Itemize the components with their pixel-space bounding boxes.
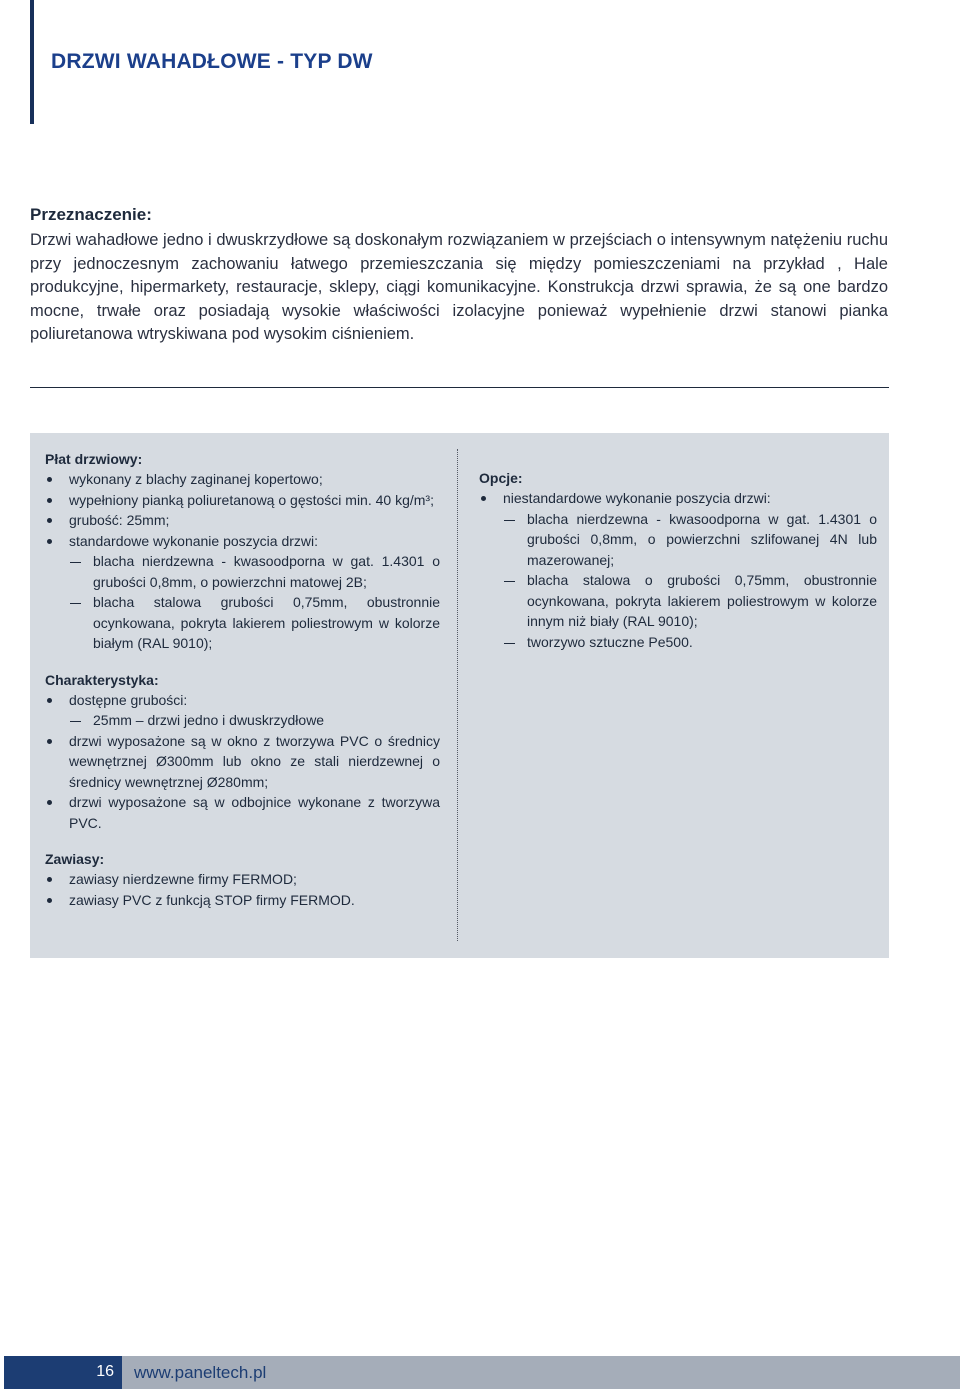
page-number-box: [4, 1356, 122, 1389]
list-item: grubość: 25mm;: [45, 510, 440, 531]
intro-paragraph: Drzwi wahadłowe jedno i dwuskrzydłowe są doskonałym rozwiązaniem w przejściach o intensywnym natężeniu ruchu przy jednoczesnym zachowaniu łatwego przemieszczania się między pomieszczeniami na przykład , Hale produkcyjne, hipermarkety, restauracje, sklepy, ciągi komunikacyjne. Konstrukcja drzwi sprawia, że są one bardzo mocne, trwałe oraz posiadają wysokie właściwości izolacyjne ponieważ wypełnienie drzwi stanowi pianka poliuretanowa wtryskiwana pod wysokim ciśnieniem.: [30, 231, 888, 343]
charakterystyka-list: [45, 690, 440, 834]
zawiasy-list: [45, 869, 440, 910]
zawiasy-heading: Zawiasy:: [45, 851, 105, 867]
sub-list-item: blacha nierdzewna - kwasoodporna w gat. 1.4301 o grubości 0,8mm, o powierzchni matowej 2B;: [45, 551, 440, 592]
list-item: standardowe wykonanie poszycia drzwi:: [45, 531, 440, 552]
column-divider: [457, 449, 458, 941]
opcje-section: [479, 470, 877, 652]
charakterystyka-heading: Charakterystyka:: [45, 671, 159, 688]
opcje-list: [479, 488, 877, 652]
intro-heading: Przeznaczenie:: [30, 205, 152, 224]
sub-list-item: blacha stalowa grubości 0,75mm, obustronnie ocynkowana, pokryta lakierem poliestrowym w kolorze białym (RAL 9010);: [45, 592, 440, 654]
spec-right-column: [479, 470, 877, 670]
sub-list-item: blacha nierdzewna - kwasoodporna w gat. 1.4301 o grubości 0,8mm, o powierzchni szlifowanej 4N lub mazerowanej;: [479, 509, 877, 571]
list-item: wypełniony pianką poliuretanową o gęstości min. 40 kg/m³;: [45, 490, 440, 511]
page-footer: [4, 1356, 960, 1389]
spec-panel: [30, 433, 889, 958]
plat-section: [45, 451, 440, 654]
intro-section: [30, 205, 888, 347]
opcje-heading: Opcje:: [479, 470, 523, 486]
list-item: dostępne grubości:: [45, 690, 440, 711]
list-item: drzwi wyposażone są w okno z tworzywa PVC o średnicy wewnętrznej Ø300mm lub okno ze stali nierdzewnej o średnicy wewnętrznej Ø280mm;: [45, 731, 440, 793]
zawiasy-section: [45, 851, 440, 910]
list-item: wykonany z blachy zaginanej kopertowo;: [45, 469, 440, 490]
list-item: drzwi wyposażone są w odbojnice wykonane z tworzywa PVC.: [45, 792, 440, 833]
spec-left-column: [45, 451, 440, 928]
page-number: 16: [96, 1363, 114, 1380]
list-item: zawiasy PVC z funkcją STOP firmy FERMOD.: [45, 890, 440, 911]
horizontal-rule: [30, 387, 889, 388]
sub-list-item: 25mm – drzwi jedno i dwuskrzydłowe: [45, 710, 440, 731]
plat-list: [45, 469, 440, 654]
sub-list-item: tworzywo sztuczne Pe500.: [479, 632, 877, 653]
title-accent-bar: [30, 0, 34, 124]
plat-heading: Płat drzwiowy:: [45, 451, 143, 467]
website-link[interactable]: www.paneltech.pl: [134, 1363, 267, 1382]
page-title: DRZWI WAHADŁOWE - TYP DW: [51, 50, 373, 73]
sub-list-item: blacha stalowa o grubości 0,75mm, obustronnie ocynkowana, pokryta lakierem poliestrowym w kolorze innym niż biały (RAL 9010);: [479, 570, 877, 632]
list-item: niestandardowe wykonanie poszycia drzwi:: [479, 488, 877, 509]
charakterystyka-section: [45, 672, 440, 834]
list-item: zawiasy nierdzewne firmy FERMOD;: [45, 869, 440, 890]
